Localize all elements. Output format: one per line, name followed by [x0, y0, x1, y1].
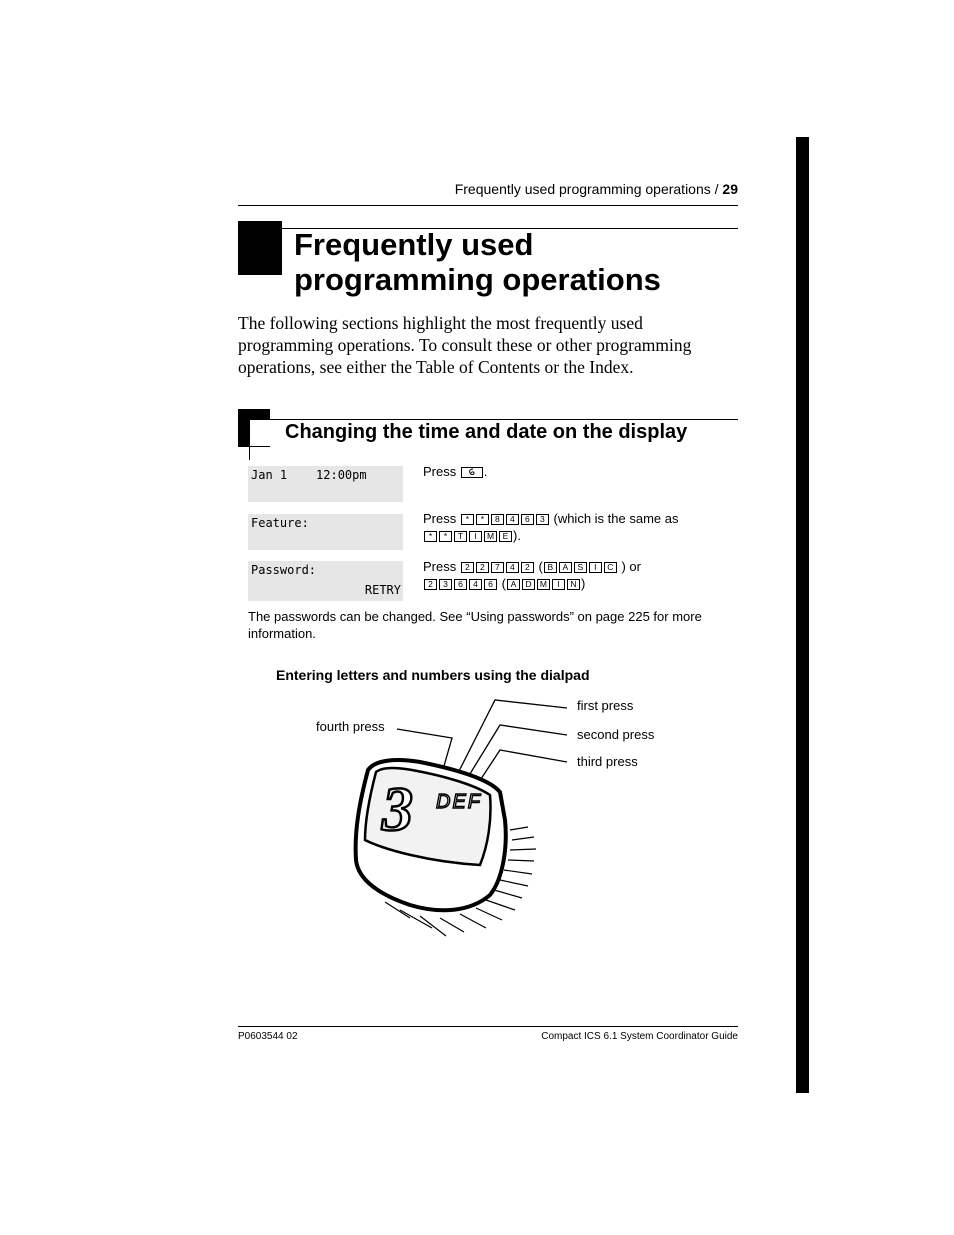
press-label: Press	[423, 559, 457, 574]
display-line1: Jan 1 12:00pm	[251, 468, 367, 482]
key: I	[469, 531, 482, 542]
key-letters: DEF	[436, 791, 482, 813]
display-line1: Feature:	[251, 516, 309, 530]
key: T	[454, 531, 467, 542]
section-tick	[249, 446, 250, 460]
leader-first	[456, 700, 567, 777]
feature-icon	[467, 468, 477, 476]
key: 3	[439, 579, 452, 590]
figure-title: Entering letters and numbers using the dialpad	[276, 667, 590, 683]
key: 6	[521, 514, 534, 525]
key: B	[544, 562, 557, 573]
key: 6	[484, 579, 497, 590]
header-rule	[238, 205, 738, 206]
display-line2-retry: RETRY	[364, 583, 401, 597]
key: 2	[476, 562, 489, 573]
section-rule	[270, 419, 738, 420]
chapter-marker	[238, 221, 282, 275]
step-2-end: ).	[513, 528, 521, 543]
key: I	[552, 579, 565, 590]
step-1-instruction	[423, 463, 723, 480]
key: 3	[536, 514, 549, 525]
section-title: Changing the time and date on the display	[285, 421, 688, 443]
key: *	[439, 531, 452, 542]
step-3-instruction: Press 2 2 7 4 2 ( B A S I C ) or 2 3 6 4 6 ( A D M I N )	[423, 559, 641, 591]
feature-key-icon	[461, 467, 483, 478]
thumb-tab	[796, 137, 809, 1093]
callout-first-press: first press	[577, 698, 634, 713]
press-label: Press	[423, 464, 457, 479]
callout-fourth-press: fourth press	[316, 719, 385, 734]
running-head-text: Frequently used programming operations /	[454, 181, 723, 197]
footer-rule	[238, 1026, 738, 1027]
chapter-title-line2: programming operations	[294, 262, 661, 297]
footer-doc-number: P0603544 02	[238, 1031, 298, 1042]
callout-third-press: third press	[577, 754, 638, 769]
key: N	[567, 579, 580, 590]
key: *	[476, 514, 489, 525]
running-head	[455, 181, 738, 197]
display-screen-date	[248, 466, 403, 502]
key: *	[424, 531, 437, 542]
display-line1: Password:	[251, 563, 317, 577]
chapter-title	[294, 227, 734, 297]
key: A	[559, 562, 572, 573]
key: S	[574, 562, 587, 573]
key: I	[589, 562, 602, 573]
key: 4	[506, 514, 519, 525]
key: M	[537, 579, 550, 590]
key-digit: 3	[382, 776, 413, 844]
key: E	[499, 531, 512, 542]
key: 4	[469, 579, 482, 590]
footer-guide-title: Compact ICS 6.1 System Coordinator Guide	[541, 1031, 738, 1042]
display-screen-feature	[248, 514, 403, 550]
step-3-end: )	[580, 576, 586, 591]
key: *	[461, 514, 474, 525]
section-marker-inner	[250, 420, 270, 446]
callout-second-press: second press	[577, 727, 655, 742]
step-2-instruction	[423, 510, 723, 544]
key: 2	[461, 562, 474, 573]
key: 2	[424, 579, 437, 590]
key: D	[522, 579, 535, 590]
key: A	[507, 579, 520, 590]
key: 8	[491, 514, 504, 525]
key: 7	[491, 562, 504, 573]
password-note: The passwords can be changed. See “Using passwords” on page 225 for more information.	[248, 609, 702, 641]
key: 2	[521, 562, 534, 573]
step-2-mid: (which is the same as	[553, 511, 679, 526]
key: 6	[454, 579, 467, 590]
display-screen-password	[248, 561, 403, 601]
step-1-end: .	[483, 464, 488, 479]
step-3-or: ) or	[621, 559, 641, 574]
key: 4	[506, 562, 519, 573]
key: M	[484, 531, 497, 542]
intro-paragraph: The following sections highlight the most frequently used programming operations. To consult these or other programming operations, see either the Table of Contents or the Index.	[238, 313, 692, 377]
page-number: 29	[722, 181, 738, 197]
press-label: Press	[423, 511, 457, 526]
chapter-title-line1: Frequently used	[294, 227, 534, 262]
key: C	[604, 562, 617, 573]
dialpad-key-illustration	[340, 690, 580, 950]
